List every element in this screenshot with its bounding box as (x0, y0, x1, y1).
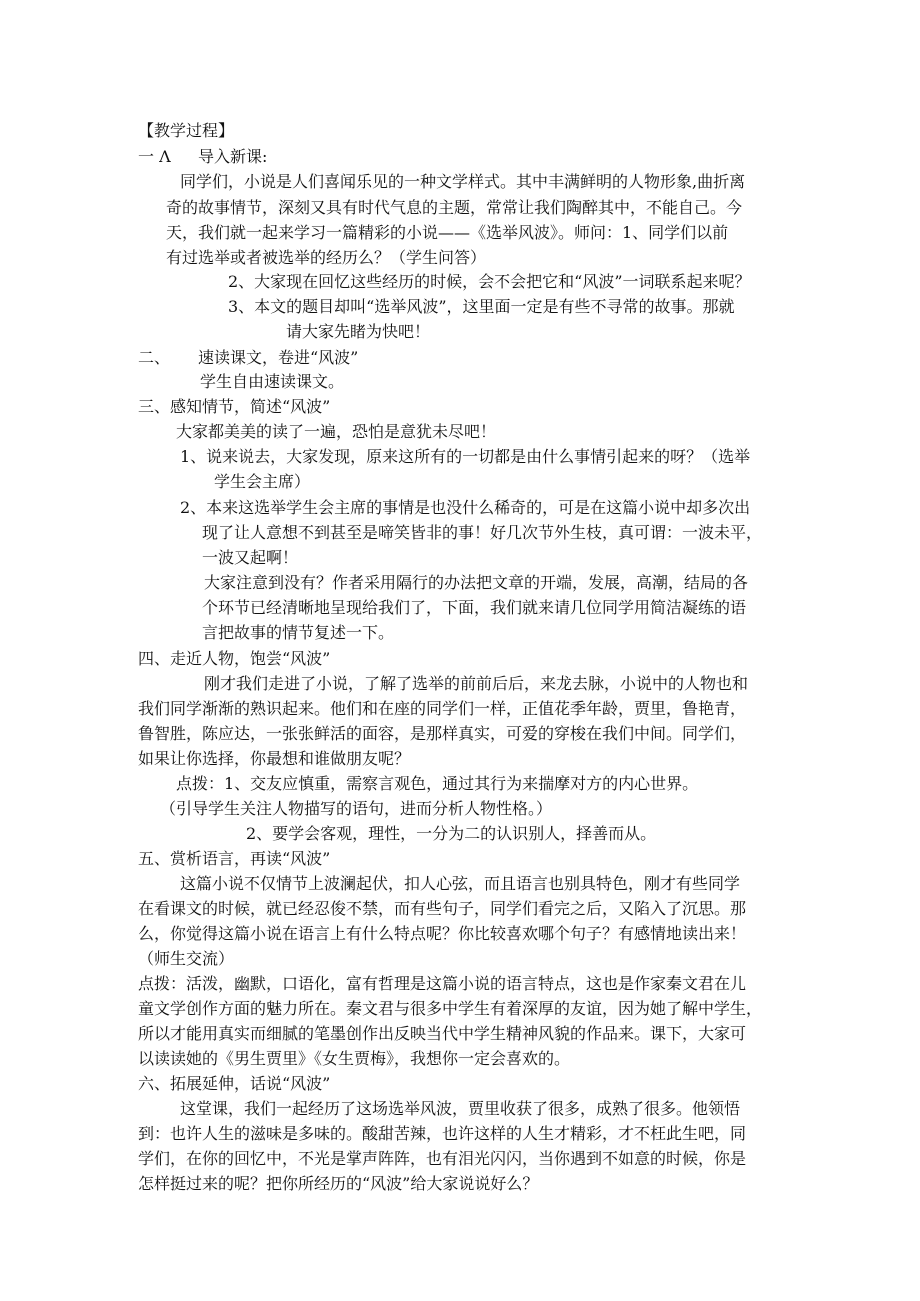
section-5-paragraph-line: 这篇小说不仅情节上波澜起伏，扣人心弦，而且语言也别具特色，刚才有些同学 (180, 874, 741, 893)
section-1-question-3-line: 3、本文的题目却叫“选举风波”，这里面一定是有些不寻常的故事。那就 (228, 297, 735, 316)
section-6-paragraph-line: 这堂课，我们一起经历了这场选举风波，贾里收获了很多，成熟了很多。他领悟 (180, 1099, 741, 1118)
section-1-question-3-line: 请大家先睹为快吧！ (286, 322, 431, 341)
section-3-question-2-line: 2、本来这选举学生会主席的事情是也没什么稀奇的，可是在这篇小说中却多次出 (180, 498, 751, 517)
section-5-tip-line: 点拨：活泼，幽默，口语化，富有哲理是这篇小说的语言特点，这也是作家秦文君在儿 (138, 974, 747, 993)
section-1-intro-line: 同学们，小说是人们喜闻乐见的一种文学样式。其中丰满鲜明的人物形象,曲折离 (180, 172, 746, 191)
section-4-tip-1: 点拨：1、交友应慎重，需察言观色，通过其行为来揣摩对方的内心世界。 (176, 774, 699, 793)
section-4-heading: 四、走近人物，饱尝“风波” (138, 649, 331, 668)
section-2-number: 二、 (138, 348, 171, 367)
section-3-paragraph-line: 言把故事的情节复述一下。 (202, 623, 395, 642)
section-3-heading: 三、感知情节，简述“风波” (138, 397, 331, 416)
section-1-heading: 导入新课: (198, 147, 268, 166)
section-4-tip-2: 2、要学会客观，理性，一分为二的认识别人，择善而从。 (246, 824, 657, 843)
section-4-paragraph-line: 鲁智胜，陈应达，一张张鲜活的面容，是那样真实，可爱的穿梭在我们中间。同学们， (138, 724, 747, 743)
section-1-intro-line: 天，我们就一起来学习一篇精彩的小说——《选举风波》。师问：1、同学们以前 (166, 223, 729, 242)
section-5-tip-line: 以读读她的《男生贾里》《女生贾梅》，我想你一定会喜欢的。 (138, 1049, 571, 1068)
section-4-guide: （引导学生关注人物描写的语句，进而分析人物性格。） (160, 799, 553, 818)
section-4-paragraph-line: 刚才我们走进了小说，了解了选举的前前后后，来龙去脉，小说中的人物也和 (204, 674, 749, 693)
section-3-question-2-line: 一波又起啊！ (202, 548, 299, 567)
section-5-tip-line: 所以才能用真实而细腻的笔墨创作出反映当代中学生精神风貌的作品来。课下，大家可 (138, 1024, 747, 1043)
section-1-number: 一 Λ (138, 147, 171, 166)
section-6-paragraph-line: 到：也许人生的滋味是多味的。酸甜苦辣，也许这样的人生才精彩，才不枉此生吧，同 (138, 1124, 747, 1143)
section-4-paragraph-line: 如果让你选择，你最想和谁做朋友呢？ (138, 749, 411, 768)
section-1-intro-line: 有过选举或者被选举的经历么？（学生问答） (166, 248, 487, 267)
section-6-paragraph-line: 学们，在你的回忆中，不光是掌声阵阵，也有泪光闪闪，当你遇到不如意的时候，你是 (138, 1149, 747, 1168)
section-3-question-1-line: 1、说来说去，大家发现，原来这所有的一切都是由什么事情引起来的呀？（选举 (180, 447, 751, 466)
section-4-paragraph-line: 我们同学渐渐的熟识起来。他们和在座的同学们一样，正值花季年龄，贾里，鲁艳青， (138, 699, 747, 718)
section-6-heading: 六、拓展延伸，话说“风波” (138, 1074, 331, 1093)
section-5-tip-line: 童文学创作方面的魅力所在。秦文君与很多中学生有着深厚的友谊，因为她了解中学生， (138, 999, 763, 1018)
section-2-heading: 速读课文，卷进“风波” (198, 348, 359, 367)
section-1-intro-line: 奇的故事情节，深刻又具有时代气息的主题，常常让我们陶醉其中，不能自己。今 (166, 198, 743, 217)
section-5-heading: 五、赏析语言，再读“风波” (138, 849, 331, 868)
section-3-paragraph-line: 大家注意到没有？作者采用隔行的办法把文章的开端，发展，高潮，结局的各 (204, 573, 749, 592)
section-5-paragraph-line: （师生交流） (138, 949, 235, 968)
section-3-paragraph-line: 个环节已经清晰地呈现给我们了，下面，我们就来请几位同学用简洁凝练的语 (202, 598, 747, 617)
section-5-paragraph-line: 么，你觉得这篇小说在语言上有什么特点呢？你比较喜欢哪个句子？有感情地读出来！ (138, 924, 747, 943)
section-3-question-1-line: 学生会主席） (214, 472, 311, 491)
section-3-intro: 大家都美美的读了一遍，恐怕是意犹未尽吧！ (176, 422, 497, 441)
section-5-paragraph-line: 在看课文的时候，就已经忍俊不禁，而有些句子，同学们看完之后，又陷入了沉思。那 (138, 899, 747, 918)
section-2-paragraph: 学生自由速读课文。 (200, 372, 345, 391)
section-3-question-2-line: 现了让人意想不到甚至是啼笑皆非的事！好几次节外生枝，真可谓：一波未平， (202, 523, 763, 542)
doc-title: 【教学过程】 (138, 121, 235, 140)
section-6-paragraph-line: 怎样挺过来的呢？把你所经历的“风波”给大家说说好么？ (138, 1174, 539, 1193)
section-1-question-2: 2、大家现在回忆这些经历的时候，会不会把它和“风波”一词联系起来呢？ (228, 272, 751, 291)
